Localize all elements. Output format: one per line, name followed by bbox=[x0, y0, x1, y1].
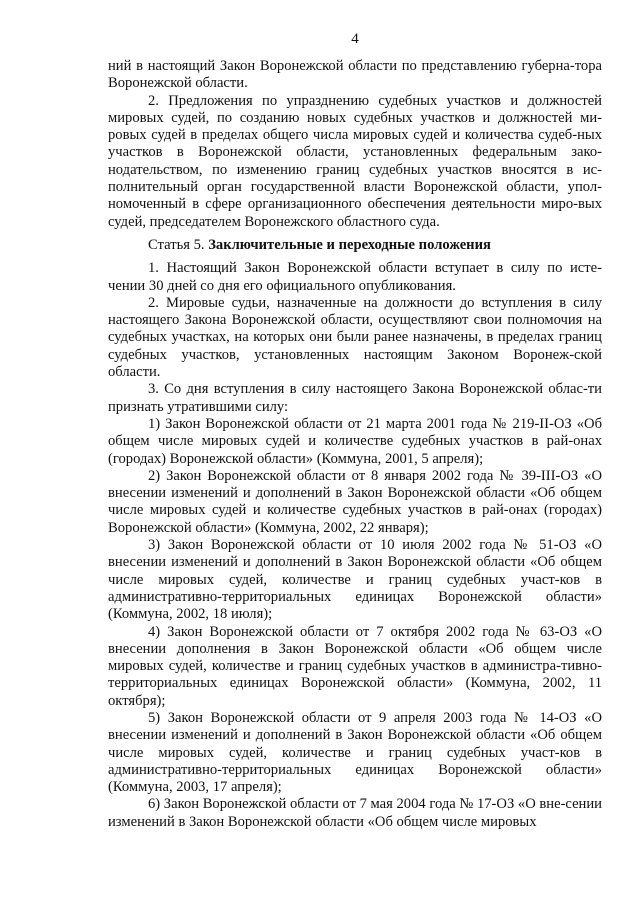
article-prefix: Статья 5. bbox=[148, 236, 205, 253]
list-item-repealed-law-2: 2) Закон Воронежской области от 8 января 2002 года № 39-III-ОЗ «О внесении изменений и дополнений в Закон Воронежской области «Об общем числе мировых судей и количестве судебных участков в рай-онах (городах) Воронежской области» (Коммуна, 2002, 22 января); bbox=[108, 467, 602, 536]
list-item-repealed-law-3: 3) Закон Воронежской области от 10 июля 2002 года № 51-ОЗ «О внесении изменений и дополнений в Закон Воронежской области «Об общем числе мировых судей, количестве и границ судебных участ-ков в административно-территориальных единицах Воронежской области» (Коммуна, 2002, 18 июля); bbox=[108, 537, 602, 623]
list-item-repealed-law-1: 1) Закон Воронежской области от 21 марта 2001 года № 219-II-ОЗ «Об общем числе мировых судей и количестве судебных участков в рай-онах (городах) Воронежской области» (Коммуна, 2001, 5 апреля); bbox=[108, 415, 602, 467]
paragraph-proposals: 2. Предложения по упразднению судебных участков и должностей мировых судей, по созданию новых судебных участков и должностей ми-ровых судей в пределах общего числа мировых судей и количества судеб-ных участков в Воронежской области, установленных федеральным зако-нодательством, по изменению границ судебных участков вносятся в ис-полнительный орган государственной власти Воронежской области, упол-номоченный в сфере организационного обеспечения деятельности миро-вых судей, председателем Воронежского областного суда. bbox=[108, 92, 602, 230]
paragraph-repeal-intro: 3. Со дня вступления в силу настоящего Закона Воронежской облас-ти признать утратившими силу: bbox=[108, 381, 602, 415]
article-heading bbox=[108, 237, 602, 254]
article-title: Заключительные и переходные положения bbox=[208, 236, 491, 253]
list-item-repealed-law-5: 5) Закон Воронежской области от 9 апреля 2003 года № 14-ОЗ «О внесении изменений и дополнений в Закон Воронежской области «Об общем числе мировых судей, количестве и границ судебных участ-ков в административно-территориальных единицах Воронежской области» (Коммуна, 2003, 17 апреля); bbox=[108, 709, 602, 796]
list-item-repealed-law-6: 6) Закон Воронежской области от 7 мая 2004 года № 17-ОЗ «О вне-сении изменений в Закон Воронежской области «Об общем числе мировых bbox=[108, 796, 602, 830]
paragraph-judges-powers: 2. Мировые судьи, назначенные на должности до вступления в силу настоящего Закона Воронежской области, осуществляют свои полномочия на судебных участках, на которых они были ранее назначены, в пределах границ судебных участков, установленных настоящим Законом Воронеж-ской области. bbox=[108, 294, 602, 381]
paragraph-continuation: ний в настоящий Закон Воронежской области по представлению губерна-тора Воронежской области. bbox=[108, 58, 602, 92]
page-number: 4 bbox=[351, 31, 359, 47]
list-item-repealed-law-4: 4) Закон Воронежской области от 7 октября 2002 года № 63-ОЗ «О внесении дополнения в Закон Воронежской области «Об общем числе мировых судей, количестве и границ судебных участков в администра-тивно-территориальных единицах Воронежской области» (Коммуна, 2002, 11 октября); bbox=[108, 623, 602, 709]
paragraph-entry-into-force: 1. Настоящий Закон Воронежской области вступает в силу по исте-чении 30 дней со дня его официального опубликования. bbox=[108, 260, 602, 294]
